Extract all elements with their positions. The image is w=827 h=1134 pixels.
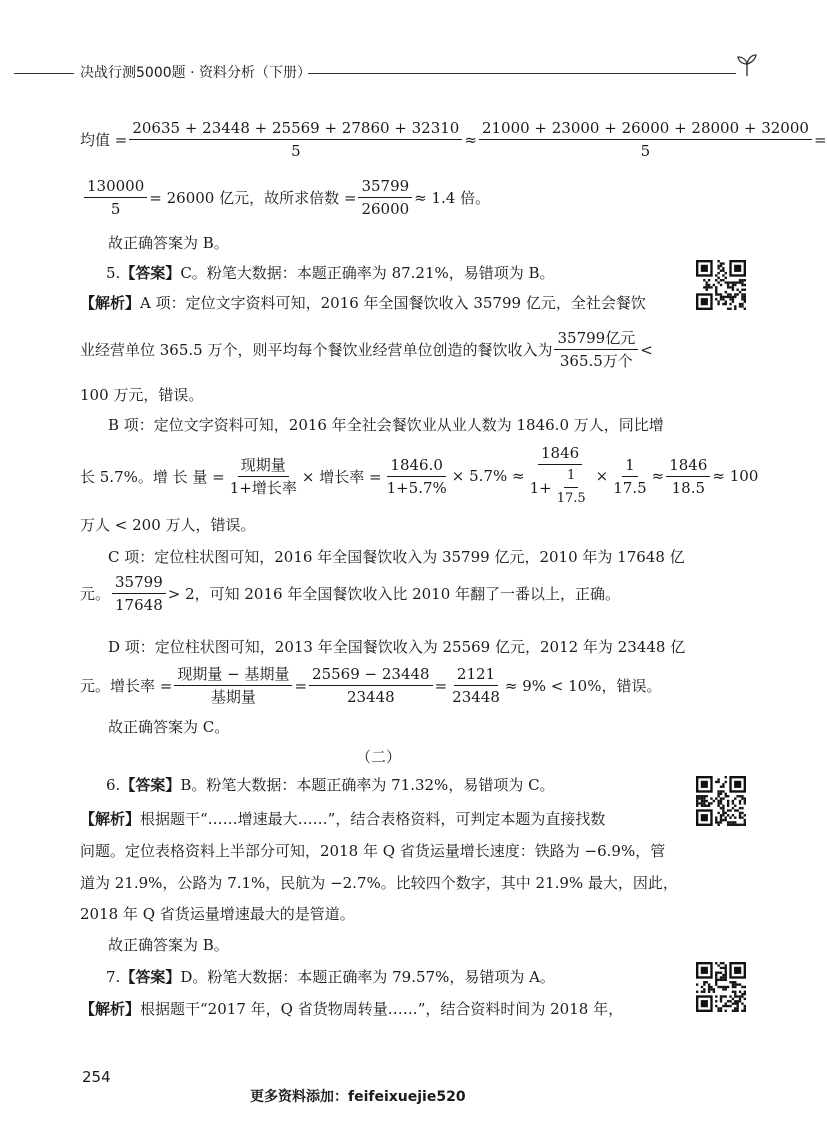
fraction: $\frac{20635 + 23448 + 25569 + 27860 + 32310}{5}$ [129, 118, 462, 161]
question-7-analysis: 【解析】根据题干“2017 年，Q 省货物周转量……”，结合资料时间为 2018 年， [80, 1000, 624, 1018]
fraction: $\frac{130000}{5}$ [84, 176, 147, 219]
q5-option-b: B 项：定位文字资料可知，2016 年全社会餐饮业从业人数为 1846.0 万人，同比增 [108, 416, 664, 434]
question-5-analysis: 【解析】A 项：定位文字资料可知，2016 年全国餐饮收入 35799 亿元，全社会餐饮 [80, 294, 646, 312]
page-number: 254 [82, 1068, 111, 1086]
q5-option-a-formula: 业经营单位 365.5 万个，则平均每个餐饮业经营单位创造的餐饮收入为 $\frac{\text{35799亿元}}{\text{365.5万个}}$ < [80, 329, 653, 370]
multiple-formula: $\frac{130000}{5}$ = 26000 亿元，故所求倍数 = $\frac{35799}{26000}$ ≈ 1.4 倍。 [82, 176, 490, 219]
q5-option-c-formula: 元。 $\frac{35799}{17648}$ > 2，可知 2016 年全国餐饮收入比 2010 年翻了一番以上，正确。 [80, 573, 621, 614]
answer-line: 故正确答案为 B。 [108, 936, 229, 954]
text-line: 2018 年 Q 省货运量增速最大的是管道。 [80, 905, 355, 923]
q5-option-d: D 项：定位柱状图可知，2013 年全国餐饮收入为 25569 亿元，2012 年为 23448 亿 [108, 638, 686, 656]
question-5-answer: 5.【答案】C。粉笔大数据：本题正确率为 87.21%，易错项为 B。 [106, 264, 555, 282]
answer-line: 故正确答案为 C。 [108, 718, 230, 736]
header-rule-right [308, 73, 736, 74]
text-line: 道为 21.9%，公路为 7.1%，民航为 −2.7%。比较四个数字，其中 21.9% 最大，因此， [80, 874, 678, 892]
qr-code-icon[interactable] [696, 776, 746, 826]
question-6-answer: 6.【答案】B。粉笔大数据：本题正确率为 71.32%，易错项为 C。 [106, 776, 555, 794]
qr-code-icon[interactable] [696, 962, 746, 1012]
q5-option-d-formula: 元。增长率 = $\frac{\text{现期量 − 基期量}}{\text{基期量}}$ = $\frac{25569 - 23448}{23448}$ = $\frac{2121}{23448}$ ≈ 9% < 10%，错误。 [80, 665, 662, 706]
mean-label: 均值 = [80, 131, 128, 149]
fraction: $\frac{\text{35799亿元}}{\text{365.5万个}}$ [554, 328, 638, 371]
header-rule-left [14, 73, 74, 74]
text-line: 问题。定位表格资料上半部分可知，2018 年 Q 省货运量增长速度：铁路为 −6.9%，管 [80, 842, 666, 860]
q5-option-b-formula: 长 5.7%。增 长 量 = $\frac{\text{现期量}}{\text{1+增长率}}$ × 增长率 = $\frac{1846.0}{1+5.7\%}$ × 5.7% ≈ 1846 1+ $\frac{1}{17.5}$ × $\frac{1}{17.5}$ ≈ $\frac{1846}{18.5}$ ≈ 100 [80, 444, 759, 506]
page-header-title: 决战行测5000题 · 资料分析（下册） [80, 65, 311, 81]
fraction: $\frac{35799}{26000}$ [358, 176, 412, 219]
text-line: 100 万元，错误。 [80, 386, 204, 404]
sprout-icon [734, 52, 760, 82]
footer-contact: 更多资料添加：feifeixuejie520 [250, 1089, 466, 1105]
qr-code-icon[interactable] [696, 260, 746, 310]
text-line: 万人 < 200 万人，错误。 [80, 516, 256, 534]
section-heading: （二） [356, 748, 402, 766]
answer-line: 故正确答案为 B。 [108, 234, 229, 252]
q5-option-c: C 项：定位柱状图可知，2016 年全国餐饮收入为 35799 亿元，2010 年为 17648 亿 [108, 548, 685, 566]
question-7-answer: 7.【答案】D。粉笔大数据：本题正确率为 79.57%，易错项为 A。 [106, 968, 555, 986]
question-6-analysis: 【解析】根据题干“……增速最大……”，结合表格资料，可判定本题为直接找数 [80, 810, 606, 828]
mean-formula: 均值 = $\frac{20635 + 23448 + 25569 + 27860 + 32310}{5}$ ≈ $\frac{21000 + 23000 + 26000 + 28000 + 32000}{5}$ = [80, 119, 827, 160]
fraction: $\frac{21000 + 23000 + 26000 + 28000 + 32000}{5}$ [479, 118, 812, 161]
